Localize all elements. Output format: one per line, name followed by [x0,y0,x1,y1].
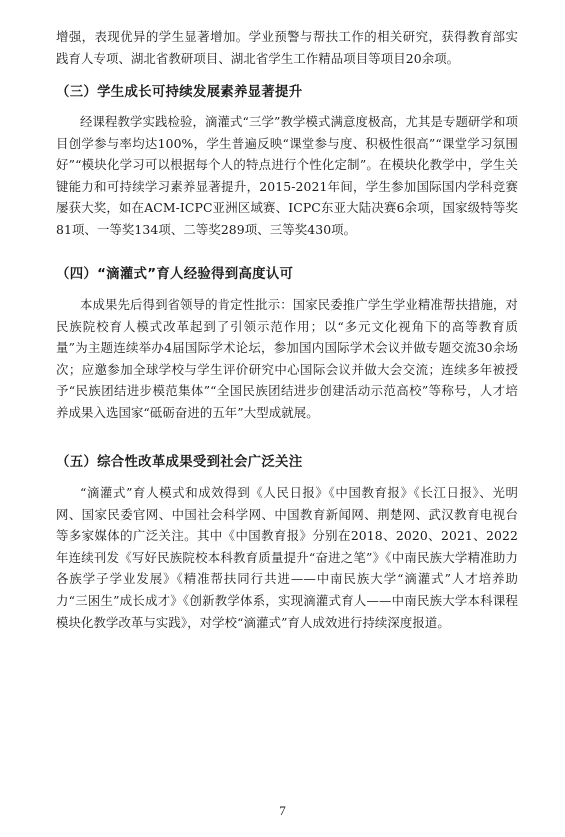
section-heading-3: （三）学生成长可持续发展素养显著提升 [56,85,303,100]
page-number: 7 [279,803,286,818]
section-body-3: 经课程教学实践检验，滴灌式“三学”教学模式满意度极高，尤其是专题研学和项目创学参与率均达100%，学生普遍反映“课堂参与度、积极性很高”“课堂学习氛围好”“模块化学习可以根据每个人的特点进行个性化定制”。在模块化教学中，学生关键能力和可持续学习素养显著提升，2015-2021年间，学生参加国际国内学科竞赛屡获大奖，如在ACM-ICPC亚洲区域赛、ICPC东亚大陆决赛6余项，国家级特等奖81项、一等奖134项、二等奖289项、三等奖430项。 [56,114,518,237]
section-heading-5: （五）综合性改革成果受到社会广泛关注 [56,455,303,470]
section-body-4: 本成果先后得到省领导的肯定性批示：国家民委推广学生学业精准帮扶措施，对民族院校育人模式改革起到了引领示范作用；以“多元文化视角下的高等教育质量”为主题连续举办4届国际学术论坛，参加国内国际学术会议并做专题交流30余场次；应邀参加全球学校与学生评价研究中心国际会议并做大会交流；连续多年被授予“民族团结进步模范集体”“全国民族团结进步创建活动示范高校”等称号，人才培养成果入选国家“砥砺奋进的五年”大型成就展。 [56,297,518,420]
section-body-5: “滴灌式”育人模式和成效得到《人民日报》《中国教育报》《长江日报》、光明网、国家民委官网、中国社会科学网、中国教育新闻网、荆楚网、武汉教育电视台等多家媒体的广泛关注。其中《中国教育报》分别在2018、2020、2021、2022年连续刊发《写好民族院校本科教育质量提升“奋进之笔”》《中南民族大学精准助力各族学子学业发展》《精准帮扶同行共进——中南民族大学“滴灌式”人才培养助力“三困生”成长成才》《创新教学体系，实现滴灌式育人——中南民族大学本科课程模块化教学改革与实践》，对学校“滴灌式”育人成效进行持续深度报道。 [56,485,518,630]
intro-paragraph: 增强，表现优异的学生显著增加。学业预警与帮扶工作的相关研究，获得教育部实践育人专项、湖北省教研项目、湖北省学生工作精品项目等项目20余项。 [56,29,518,66]
section-heading-4: （四）“滴灌式”育人经验得到高度认可 [56,267,294,282]
